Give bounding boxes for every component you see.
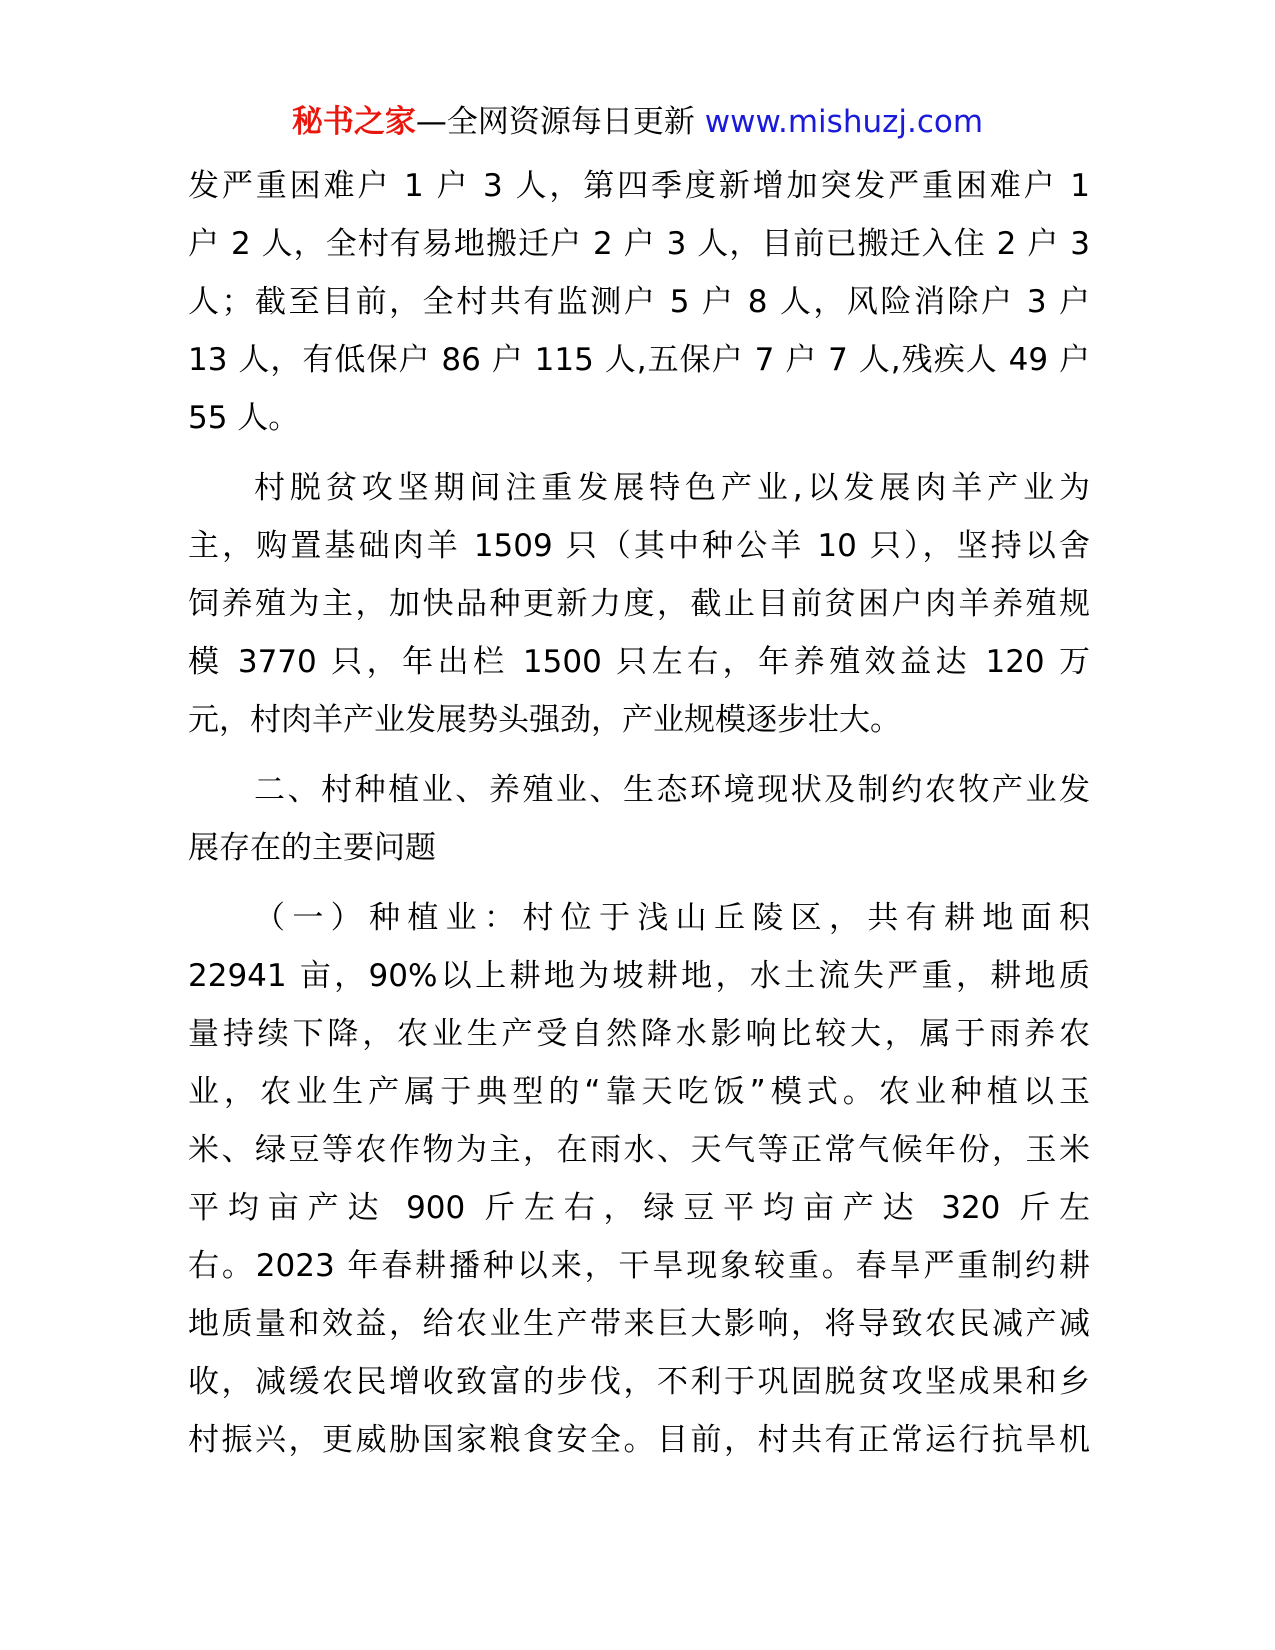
watermark-header xyxy=(0,100,1275,144)
section-heading-2 xyxy=(188,761,1090,877)
text-line: 地质量和效益，给农业生产带来巨大影响，将导致农民减产减 xyxy=(188,1306,1090,1342)
text-line: 收，减缓农民增收致富的步伐，不利于巩固脱贫攻坚成果和乡 xyxy=(188,1364,1090,1400)
text-line: 饲养殖为主，加快品种更新力度，截止目前贫困户肉羊养殖规 xyxy=(188,586,1090,622)
text-line: 业，农业生产属于典型的“靠天吃饭”模式。农业种植以玉 xyxy=(188,1074,1090,1110)
paragraph-planting xyxy=(188,889,1090,1469)
text-line: 户 2 人，全村有易地搬迁户 2 户 3 人，目前已搬迁入住 2 户 3 xyxy=(188,226,1090,262)
text-line: 村脱贫攻坚期间注重发展特色产业,以发展肉羊产业为 xyxy=(254,470,1090,506)
document-body xyxy=(188,157,1090,1481)
text-line: 发严重困难户 1 户 3 人，第四季度新增加突发严重困难户 1 xyxy=(188,168,1090,204)
text-line: 平均亩产达 900 斤左右，绿豆平均亩产达 320 斤左 xyxy=(188,1190,1090,1226)
text-line: 右。2023 年春耕播种以来，干旱现象较重。春旱严重制约耕 xyxy=(188,1248,1090,1284)
text-line: 二、村种植业、养殖业、生态环境现状及制约农牧产业发 xyxy=(254,772,1090,808)
text-line: （一）种植业：村位于浅山丘陵区，共有耕地面积 xyxy=(254,900,1090,936)
header-tagline: —全网资源每日更新 xyxy=(415,104,705,140)
header-brand: 秘书之家 xyxy=(291,104,416,140)
text-line: 13 人，有低保户 86 户 115 人,五保户 7 户 7 人,残疾人 49 户 xyxy=(188,342,1090,378)
text-line: 主，购置基础肉羊 1509 只（其中种公羊 10 只），坚持以舍 xyxy=(188,528,1090,564)
text-line: 模 3770 只，年出栏 1500 只左右，年养殖效益达 120 万 xyxy=(188,644,1090,680)
text-line: 展存在的主要问题 xyxy=(188,830,436,866)
paragraph-population-stats xyxy=(188,157,1090,447)
text-line: 米、绿豆等农作物为主，在雨水、天气等正常气候年份，玉米 xyxy=(188,1132,1090,1168)
text-line: 人；截至目前，全村共有监测户 5 户 8 人，风险消除户 3 户 xyxy=(188,284,1090,320)
text-line: 量持续下降，农业生产受自然降水影响比较大，属于雨养农 xyxy=(188,1016,1090,1052)
text-line: 22941 亩，90%以上耕地为坡耕地，水土流失严重，耕地质 xyxy=(188,958,1090,994)
text-line: 元，村肉羊产业发展势头强劲，产业规模逐步壮大。 xyxy=(188,702,901,738)
text-line: 村振兴，更威胁国家粮食安全。目前，村共有正常运行抗旱机 xyxy=(188,1422,1090,1458)
header-url-link[interactable]: www.mishuzj.com xyxy=(704,104,984,140)
text-line: 55 人。 xyxy=(188,400,300,436)
paragraph-sheep-industry xyxy=(188,459,1090,749)
